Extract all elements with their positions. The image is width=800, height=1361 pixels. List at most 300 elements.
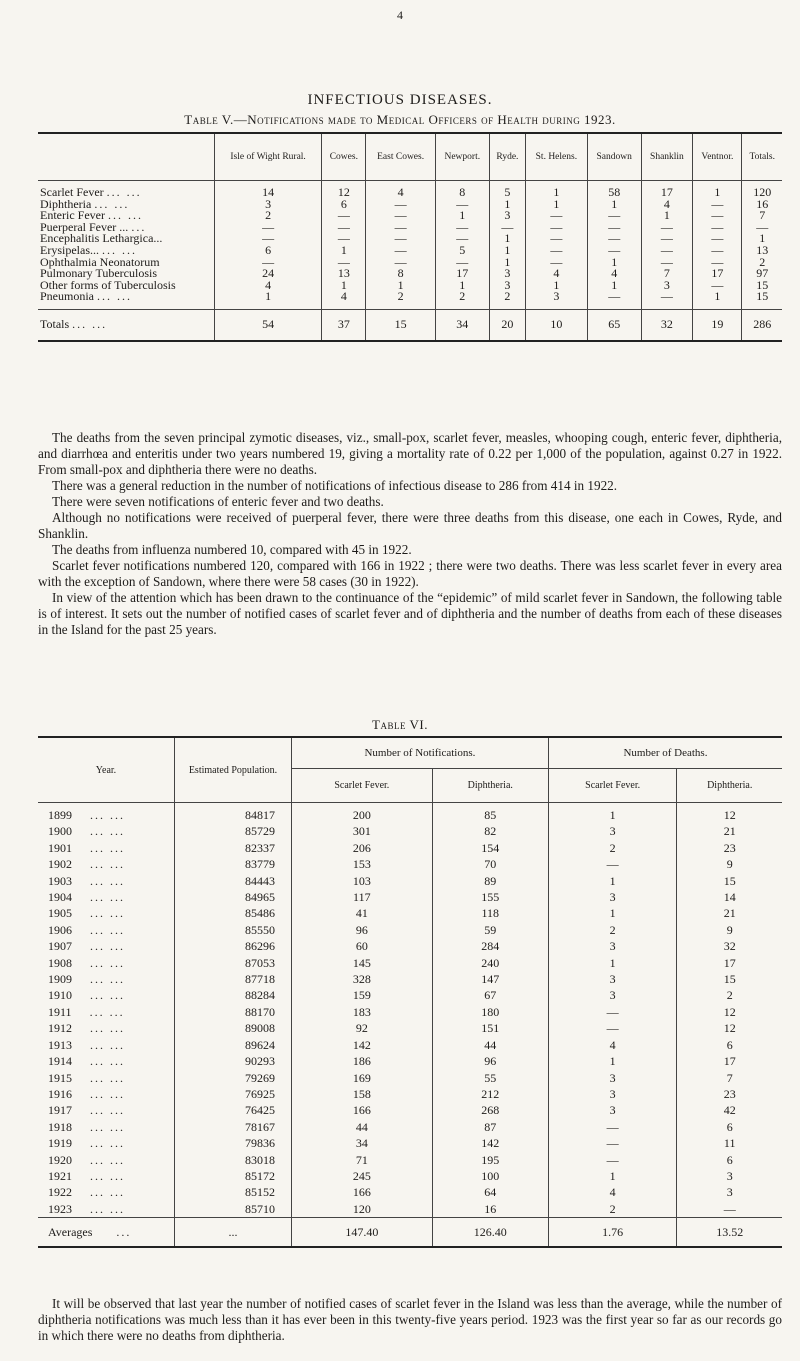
paragraph: Although no notifications were received of puerperal fever, there were three deaths from this disease, one each in Cowes, Ryde, and Shanklin. xyxy=(38,510,782,541)
leader-dots: ... xyxy=(131,219,147,234)
notif-diphtheria-cell: 82 xyxy=(432,823,548,839)
table-cell: 1 xyxy=(435,280,489,292)
row-label-text: Erysipelas... xyxy=(40,242,99,257)
table-cell: 97 xyxy=(742,268,782,280)
averages-label: Averages xyxy=(48,1225,93,1240)
table-cell: — xyxy=(693,199,742,211)
table-cell: 16 xyxy=(742,199,782,211)
population-cell: 83018 xyxy=(175,1152,292,1168)
averages-label-cell xyxy=(38,1218,175,1248)
population-cell: 85710 xyxy=(175,1201,292,1218)
table-cell: 1 xyxy=(489,199,525,211)
deaths-diphtheria-cell: 42 xyxy=(677,1102,782,1118)
table-cell: — xyxy=(322,257,366,269)
row-label-text: Puerperal Fever ... xyxy=(40,219,129,234)
notif-diphtheria-cell: 195 xyxy=(432,1152,548,1168)
year-value: 1901 xyxy=(48,840,72,855)
leader-dots: ... ... xyxy=(90,857,125,872)
deaths-diphtheria-cell: 6 xyxy=(677,1037,782,1053)
notif-diphtheria-cell: 154 xyxy=(432,840,548,856)
table-cell: 2 xyxy=(366,291,435,303)
table-vi-caption: Table VI. xyxy=(372,717,428,732)
table-cell: — xyxy=(435,257,489,269)
deaths-scarlet-cell: 3 xyxy=(548,1102,677,1118)
table-cell: 1 xyxy=(525,199,587,211)
leader-dots: ... ... xyxy=(90,1103,125,1118)
notif-diphtheria-cell: 240 xyxy=(432,955,548,971)
table-v-column-header: Ventnor. xyxy=(693,133,742,181)
table-row xyxy=(38,1135,782,1151)
deaths-scarlet-cell: 3 xyxy=(548,1070,677,1086)
notif-scarlet-cell: 245 xyxy=(292,1168,433,1184)
page-heading: INFECTIOUS DISEASES. xyxy=(307,92,493,108)
population-cell: 82337 xyxy=(175,840,292,856)
table-v-column-header: Shanklin xyxy=(641,133,693,181)
year-cell xyxy=(38,971,175,987)
notif-scarlet-cell: 183 xyxy=(292,1004,433,1020)
leader-dots: ... ... xyxy=(89,1004,125,1019)
notif-diphtheria-cell: 96 xyxy=(432,1053,548,1069)
row-label-text: Scarlet Fever xyxy=(40,185,104,199)
population-cell: 90293 xyxy=(175,1053,292,1069)
notif-scarlet-cell: 328 xyxy=(292,971,433,987)
notif-scarlet-cell: 158 xyxy=(292,1086,433,1102)
notif-diphtheria-cell: 70 xyxy=(432,856,548,872)
year-cell xyxy=(38,1037,175,1053)
leader-dots: ... xyxy=(116,1225,132,1240)
table-cell: 1 xyxy=(587,280,641,292)
table-row xyxy=(38,1152,782,1168)
table-cell: 1 xyxy=(693,291,742,303)
deaths-scarlet-cell: 1 xyxy=(548,873,677,889)
table-cell: 3 xyxy=(489,210,525,222)
table-cell: — xyxy=(366,199,435,211)
table-cell: 2 xyxy=(435,291,489,303)
notif-scarlet-cell: 41 xyxy=(292,905,433,921)
table-cell: 2 xyxy=(215,210,322,222)
year-cell xyxy=(38,1119,175,1135)
table-cell: 10 xyxy=(525,309,587,341)
year-value: 1919 xyxy=(48,1136,72,1151)
deaths-header: Number of Deaths. xyxy=(548,737,782,769)
table-cell: 37 xyxy=(322,309,366,341)
leader-dots: ... ... xyxy=(90,840,125,855)
year-cell xyxy=(38,987,175,1003)
deaths-scarlet-cell: — xyxy=(548,856,677,872)
table-cell: 3 xyxy=(489,280,525,292)
row-label xyxy=(38,291,215,303)
table-cell: 4 xyxy=(366,187,435,199)
table-cell: 12 xyxy=(322,187,366,199)
table-v-column-header: St. Helens. xyxy=(525,133,587,181)
deaths-diphtheria-cell: 21 xyxy=(677,905,782,921)
leader-dots: ... ... xyxy=(90,1054,125,1069)
table-cell: — xyxy=(215,257,322,269)
year-value: 1923 xyxy=(48,1201,72,1216)
table-v-column-header: Totals. xyxy=(742,133,782,181)
table-row xyxy=(38,905,782,921)
table-v-column-header: Sandown xyxy=(587,133,641,181)
table-row xyxy=(38,1119,782,1135)
table-cell: — xyxy=(641,245,693,257)
leader-dots: ... ... xyxy=(90,1201,125,1216)
notif-scarlet-cell: 120 xyxy=(292,1201,433,1218)
table-cell: 1 xyxy=(366,280,435,292)
notif-diphtheria-cell: 212 xyxy=(432,1086,548,1102)
deaths-diphtheria-cell: 6 xyxy=(677,1152,782,1168)
table-cell: 1 xyxy=(489,233,525,245)
notif-diphtheria-cell: 151 xyxy=(432,1020,548,1036)
leader-dots: ... ... xyxy=(97,289,132,304)
table-cell: — xyxy=(215,233,322,245)
year-value: 1910 xyxy=(48,988,72,1003)
table-cell: 4 xyxy=(215,280,322,292)
table-cell: 2 xyxy=(489,291,525,303)
table-cell: 1 xyxy=(587,257,641,269)
population-cell: 84817 xyxy=(175,807,292,823)
table-cell: 54 xyxy=(215,309,322,341)
table-v-column-header: Newport. xyxy=(435,133,489,181)
notif-diphtheria-cell: 142 xyxy=(432,1135,548,1151)
table-cell: — xyxy=(366,222,435,234)
table-cell: 15 xyxy=(366,309,435,341)
table-row xyxy=(38,922,782,938)
leader-dots: ... ... xyxy=(90,1185,125,1200)
deaths-diphtheria-cell: 15 xyxy=(677,971,782,987)
year-cell xyxy=(38,1020,175,1036)
population-cell: 85486 xyxy=(175,905,292,921)
table-cell: — xyxy=(742,222,782,234)
table-row xyxy=(38,1020,782,1036)
notif-diphtheria-cell: 87 xyxy=(432,1119,548,1135)
deaths-scarlet-cell: — xyxy=(548,1135,677,1151)
table-cell: — xyxy=(322,210,366,222)
notif-diphtheria-cell: 118 xyxy=(432,905,548,921)
deaths-scarlet-cell: — xyxy=(548,1119,677,1135)
table-cell: 120 xyxy=(742,187,782,199)
table-cell: 32 xyxy=(641,309,693,341)
deaths-scarlet-cell: 3 xyxy=(548,987,677,1003)
deaths-scarlet-cell: 2 xyxy=(548,922,677,938)
table-cell: 3 xyxy=(215,199,322,211)
table-cell: — xyxy=(215,222,322,234)
table-cell: 34 xyxy=(435,309,489,341)
avg-deaths-diphtheria: 13.52 xyxy=(677,1218,782,1248)
year-value: 1903 xyxy=(48,873,72,888)
table-cell: — xyxy=(587,210,641,222)
paragraph: There was a general reduction in the number of notifications of infectious disease to 286 from 414 in 1922. xyxy=(52,478,618,493)
year-header: Year. xyxy=(38,737,175,803)
table-row xyxy=(38,1004,782,1020)
prose-block xyxy=(38,430,782,638)
population-cell: 84443 xyxy=(175,873,292,889)
deaths-diphtheria-cell: 9 xyxy=(677,856,782,872)
table-cell: 5 xyxy=(435,245,489,257)
leader-dots: ... ... xyxy=(90,955,125,970)
year-cell xyxy=(38,1070,175,1086)
notif-scarlet-cell: 117 xyxy=(292,889,433,905)
year-value: 1906 xyxy=(48,922,72,937)
leader-dots: ... ... xyxy=(90,922,125,937)
population-cell: 79836 xyxy=(175,1135,292,1151)
year-cell xyxy=(38,873,175,889)
table-row xyxy=(38,889,782,905)
year-cell xyxy=(38,856,175,872)
table-row xyxy=(38,1168,782,1184)
table-row xyxy=(38,1102,782,1118)
table-cell: — xyxy=(693,222,742,234)
population-cell: 76925 xyxy=(175,1086,292,1102)
year-cell xyxy=(38,1184,175,1200)
table-cell: 4 xyxy=(641,199,693,211)
leader-dots: ... ... xyxy=(90,1119,125,1134)
deaths-diphtheria-cell: 12 xyxy=(677,807,782,823)
notif-scarlet-cell: 60 xyxy=(292,938,433,954)
table-cell: 19 xyxy=(693,309,742,341)
table-cell: 2 xyxy=(742,257,782,269)
table-cell: — xyxy=(587,291,641,303)
table-cell: — xyxy=(641,233,693,245)
table-v-header-row xyxy=(38,133,782,181)
year-value: 1908 xyxy=(48,955,72,970)
notif-scarlet-cell: 159 xyxy=(292,987,433,1003)
year-value: 1913 xyxy=(48,1037,72,1052)
page-number: 4 xyxy=(397,8,403,22)
table-cell: — xyxy=(693,280,742,292)
totals-row xyxy=(38,309,782,341)
table-vi xyxy=(38,736,782,1248)
table-cell: 1 xyxy=(525,187,587,199)
table-row xyxy=(38,971,782,987)
deaths-diphtheria-cell: 2 xyxy=(677,987,782,1003)
notif-scarlet-cell: 44 xyxy=(292,1119,433,1135)
table-vi-header-row xyxy=(38,737,782,769)
table-v-caption: Table V.—Notifications made to Medical Officers of Health during 1923. xyxy=(184,112,616,127)
year-cell xyxy=(38,955,175,971)
table-v xyxy=(38,132,782,342)
table-v-column-header: East Cowes. xyxy=(366,133,435,181)
row-label-text: Pulmonary Tuberculosis xyxy=(40,266,158,281)
row-label-text: Pneumonia xyxy=(40,289,94,304)
notif-scarlet-cell: 206 xyxy=(292,840,433,856)
paragraph: In view of the attention which has been drawn to the continuance of the “epidemic” of mild scarlet fever in Sandown, the following table is of interest. It sets out the number of notified cases of scarlet fever and of diphtheria and the number of deaths from each of these diseases in the Island for the past 25 years. xyxy=(38,590,782,637)
table-row xyxy=(38,1070,782,1086)
year-value: 1911 xyxy=(48,1004,72,1019)
deaths-diphtheria-cell: 21 xyxy=(677,823,782,839)
row-label xyxy=(38,309,215,341)
table-row xyxy=(38,987,782,1003)
table-row xyxy=(38,807,782,823)
table-cell: — xyxy=(641,222,693,234)
table-row xyxy=(38,856,782,872)
table-cell: 1 xyxy=(215,291,322,303)
population-cell: 87718 xyxy=(175,971,292,987)
leader-dots: ... ... xyxy=(90,972,125,987)
year-value: 1918 xyxy=(48,1119,72,1134)
table-row xyxy=(38,1053,782,1069)
population-cell: 89624 xyxy=(175,1037,292,1053)
table-cell: 4 xyxy=(525,268,587,280)
table-cell: 4 xyxy=(587,268,641,280)
notif-diphtheria-cell: 155 xyxy=(432,889,548,905)
year-cell xyxy=(38,938,175,954)
notif-diphtheria-cell: 67 xyxy=(432,987,548,1003)
population-cell: 85729 xyxy=(175,823,292,839)
table-row xyxy=(38,199,782,211)
notif-diphtheria-cell: 64 xyxy=(432,1184,548,1200)
table-cell: 3 xyxy=(641,280,693,292)
table-row xyxy=(38,1184,782,1200)
table-cell: — xyxy=(693,210,742,222)
year-value: 1900 xyxy=(48,824,72,839)
paragraph: The deaths from influenza numbered 10, compared with 45 in 1922. xyxy=(52,542,412,557)
deaths-diphtheria-cell: 7 xyxy=(677,1070,782,1086)
table-cell: 17 xyxy=(693,268,742,280)
table-row xyxy=(38,1037,782,1053)
table-cell: 17 xyxy=(435,268,489,280)
year-cell xyxy=(38,823,175,839)
year-cell xyxy=(38,1053,175,1069)
year-cell xyxy=(38,1086,175,1102)
table-row xyxy=(38,823,782,839)
table-cell: 15 xyxy=(742,291,782,303)
population-cell: 88284 xyxy=(175,987,292,1003)
deaths-diphtheria-cell: 17 xyxy=(677,1053,782,1069)
notif-diphtheria-cell: 16 xyxy=(432,1201,548,1218)
table-cell: — xyxy=(641,291,693,303)
population-cell: 89008 xyxy=(175,1020,292,1036)
table-cell: 1 xyxy=(587,199,641,211)
deaths-diphtheria-cell: 3 xyxy=(677,1168,782,1184)
table-row xyxy=(38,873,782,889)
table-cell: — xyxy=(587,245,641,257)
population-cell: 84965 xyxy=(175,889,292,905)
row-label-text: Enteric Fever xyxy=(40,208,105,223)
avg-notif-scarlet: 147.40 xyxy=(292,1218,433,1248)
notif-scarlet-cell: 301 xyxy=(292,823,433,839)
notif-diphtheria-cell: 100 xyxy=(432,1168,548,1184)
deaths-diphtheria-cell: — xyxy=(677,1201,782,1218)
notifications-header: Number of Notifications. xyxy=(292,737,549,769)
year-value: 1914 xyxy=(48,1054,72,1069)
table-cell: 4 xyxy=(322,291,366,303)
table-cell: 1 xyxy=(641,210,693,222)
table-cell: 20 xyxy=(489,309,525,341)
deaths-scarlet-cell: 3 xyxy=(548,1086,677,1102)
year-value: 1904 xyxy=(48,890,72,905)
table-cell: 7 xyxy=(641,268,693,280)
year-cell xyxy=(38,905,175,921)
avg-deaths-scarlet: 1.76 xyxy=(548,1218,677,1248)
deaths-diphtheria-cell: 23 xyxy=(677,1086,782,1102)
table-cell: 8 xyxy=(366,268,435,280)
notif-diphtheria-cell: 284 xyxy=(432,938,548,954)
deaths-diphtheria-cell: 3 xyxy=(677,1184,782,1200)
table-cell: — xyxy=(525,245,587,257)
deaths-scarlet-cell: 1 xyxy=(548,1168,677,1184)
table-cell: 3 xyxy=(489,268,525,280)
deaths-scarlet-header: Scarlet Fever. xyxy=(548,769,677,803)
notif-scarlet-cell: 96 xyxy=(292,922,433,938)
leader-dots: ... ... xyxy=(94,196,130,211)
deaths-scarlet-cell: 1 xyxy=(548,1053,677,1069)
table-cell: — xyxy=(366,245,435,257)
paragraph: Scarlet fever notifications numbered 120, compared with 166 in 1922 ; there were two deaths. There was less scarlet fever in every area with the exception of Sandown, where there were 58 cases (30 in 1922). xyxy=(38,558,782,589)
year-cell xyxy=(38,1201,175,1218)
table-cell: — xyxy=(525,222,587,234)
table-cell: — xyxy=(322,233,366,245)
year-cell xyxy=(38,1168,175,1184)
deaths-diphtheria-cell: 23 xyxy=(677,840,782,856)
deaths-scarlet-cell: 3 xyxy=(548,938,677,954)
table-cell: — xyxy=(587,233,641,245)
leader-dots: ... ... xyxy=(90,1021,125,1036)
deaths-scarlet-cell: 1 xyxy=(548,807,677,823)
population-cell: 85152 xyxy=(175,1184,292,1200)
table-cell: 3 xyxy=(525,291,587,303)
table-cell: 286 xyxy=(742,309,782,341)
table-cell: — xyxy=(693,233,742,245)
row-label-text: Diphtheria xyxy=(40,196,92,211)
table-cell: — xyxy=(366,257,435,269)
deaths-scarlet-cell: 4 xyxy=(548,1184,677,1200)
table-row xyxy=(38,938,782,954)
year-cell xyxy=(38,840,175,856)
table-cell: — xyxy=(525,233,587,245)
notif-scarlet-cell: 169 xyxy=(292,1070,433,1086)
deaths-diphtheria-cell: 32 xyxy=(677,938,782,954)
deaths-scarlet-cell: 1 xyxy=(548,955,677,971)
year-value: 1909 xyxy=(48,972,72,987)
table-cell: 1 xyxy=(525,280,587,292)
table-cell: 15 xyxy=(742,280,782,292)
notif-scarlet-cell: 71 xyxy=(292,1152,433,1168)
notif-scarlet-cell: 186 xyxy=(292,1053,433,1069)
year-value: 1907 xyxy=(48,939,72,954)
table-cell: — xyxy=(525,257,587,269)
averages-population: ... xyxy=(175,1218,292,1248)
population-cell: 85172 xyxy=(175,1168,292,1184)
table-cell: — xyxy=(641,257,693,269)
population-cell: 83779 xyxy=(175,856,292,872)
leader-dots: ... ... xyxy=(90,939,125,954)
table-cell: — xyxy=(525,210,587,222)
averages-row xyxy=(38,1218,782,1248)
leader-dots: ... ... xyxy=(90,890,125,905)
table-cell: 1 xyxy=(322,280,366,292)
table-cell: — xyxy=(435,199,489,211)
paragraph: The deaths from the seven principal zymotic diseases, viz., small-pox, scarlet fever, measles, whooping cough, enteric fever, diphtheria, and diarrhœa and enteritis under two years numbered 19, giving a mortality rate of 0.22 per 1,000 of the population, against 0.27 in 1922. From small-pox and diphtheria there were no deaths. xyxy=(38,430,782,477)
leader-dots: ... ... xyxy=(90,824,125,839)
table-cell: — xyxy=(693,245,742,257)
deaths-diphtheria-cell: 12 xyxy=(677,1020,782,1036)
table-row xyxy=(38,291,782,303)
deaths-diphtheria-cell: 12 xyxy=(677,1004,782,1020)
year-value: 1916 xyxy=(48,1086,72,1101)
year-value: 1921 xyxy=(48,1168,72,1183)
leader-dots: ... ... xyxy=(90,1168,125,1183)
table-cell: 24 xyxy=(215,268,322,280)
leader-dots: ... ... xyxy=(90,873,125,888)
leader-dots: ... ... xyxy=(90,1136,125,1151)
year-value: 1899 xyxy=(48,808,72,822)
closing-paragraph xyxy=(38,1296,782,1344)
year-cell xyxy=(38,1004,175,1020)
year-cell xyxy=(38,922,175,938)
notif-diphtheria-cell: 85 xyxy=(432,807,548,823)
notif-diphtheria-cell: 44 xyxy=(432,1037,548,1053)
population-cell: 85550 xyxy=(175,922,292,938)
